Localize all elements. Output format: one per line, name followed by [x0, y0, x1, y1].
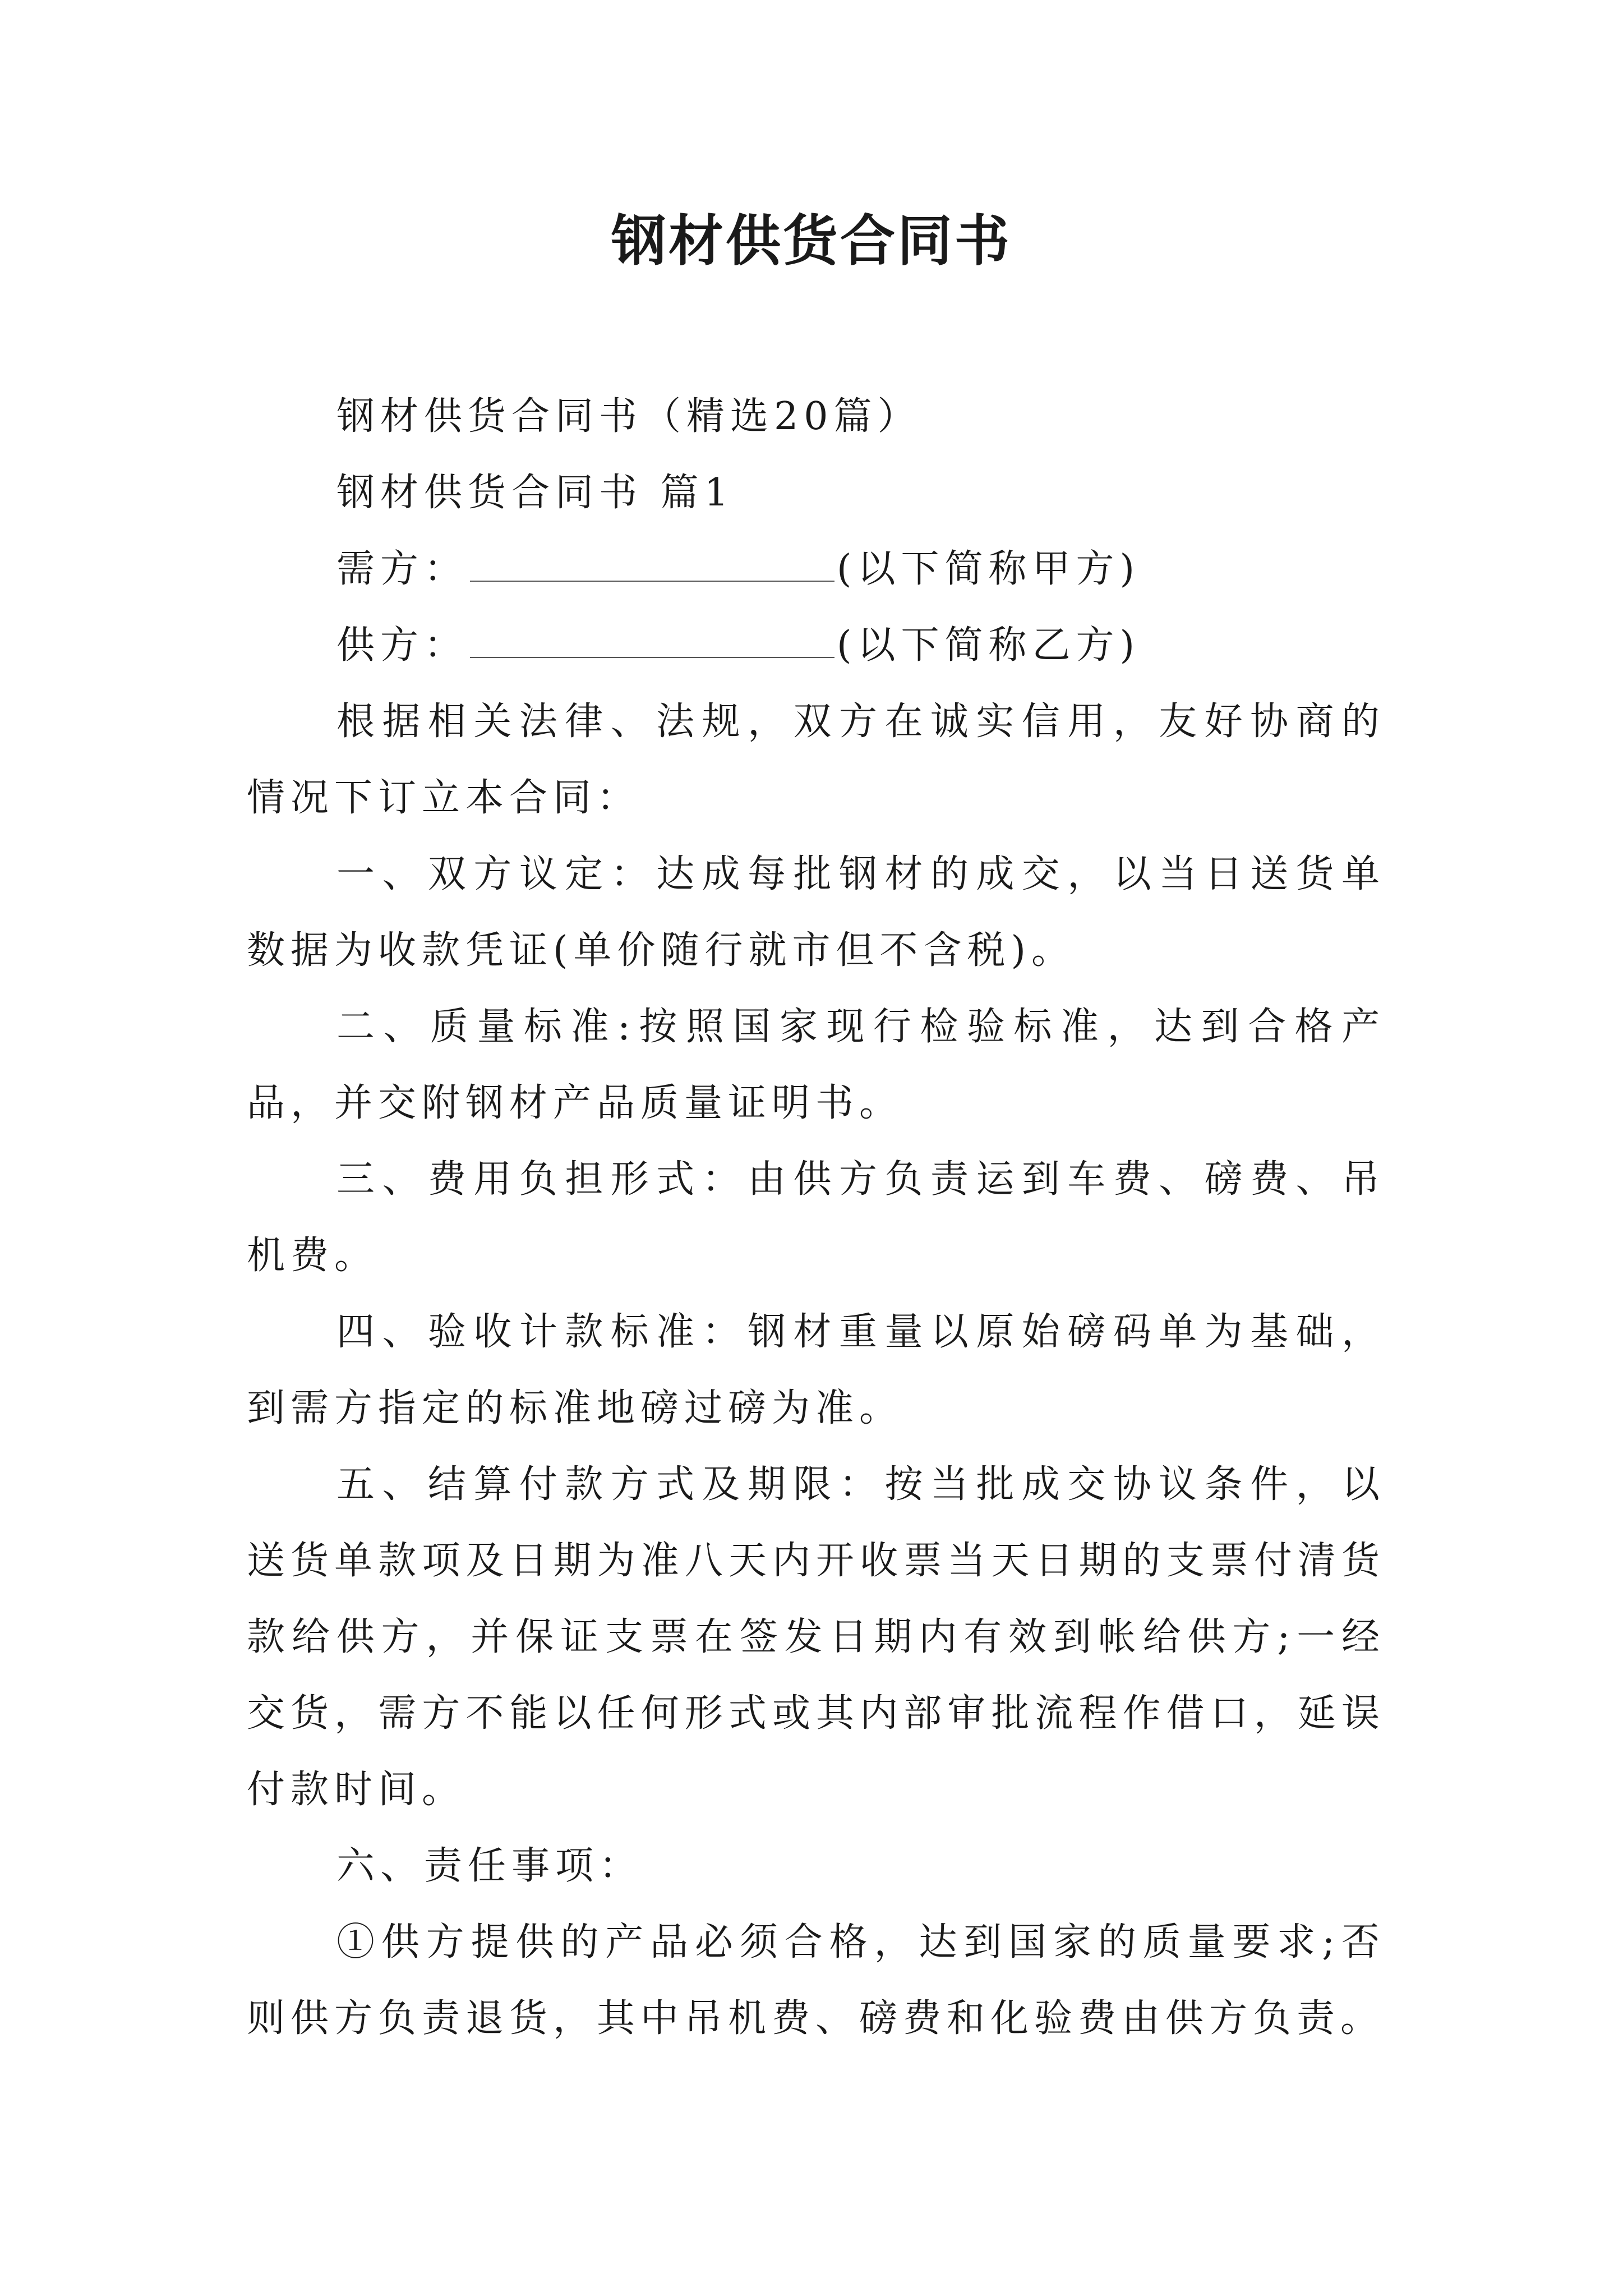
party-a-blank: [470, 575, 834, 582]
paragraph-clause-1: 一、双方议定：达成每批钢材的成交，以当日送货单数据为收款凭证(单价随行就市但不含税)。: [247, 852, 1385, 973]
party-b-note: (以下简称乙方): [837, 623, 1141, 668]
paragraph-clause-6: 六、责任事项：: [336, 1844, 643, 1888]
paragraph-clause-4: 四、验收计款标准：钢材重量以原始磅码单为基础，到需方指定的标准地磅过磅为准。: [247, 1310, 1385, 1430]
paragraph-clause-5: 五、结算付款方式及期限：按当批成交协议条件，以送货单款项及日期为准八天内开收票当天日期的支票付清货款给供方，并保证支票在签发日期内有效到帐给供方;一经交货，需方不能以任何形式或其内部审批流程作借口，延误付款时间。: [247, 1462, 1385, 1812]
section-heading: 钢材供货合同书 篇1: [336, 471, 734, 515]
party-b-blank: [470, 651, 834, 658]
party-b-label: 供方：: [336, 623, 468, 668]
document-title: 钢材供货合同书: [611, 209, 1012, 273]
paragraph-clause-2: 二、质量标准:按照国家现行检验标准，达到合格产品，并交附钢材产品质量证明书。: [247, 1005, 1385, 1125]
document-body: [247, 379, 1385, 2057]
party-a-note: (以下简称甲方): [837, 547, 1141, 591]
party-a-label: 需方：: [336, 547, 468, 591]
paragraph-clause-3: 三、费用负担形式：由供方负责运到车费、磅费、吊机费。: [247, 1157, 1385, 1278]
party-a-line: [247, 531, 1385, 608]
paragraph-clause-6-item-1: ①供方提供的产品必须合格，达到国家的质量要求;否则供方负责退货，其中吊机费、磅费和化验费由供方负责。: [247, 1920, 1385, 2041]
party-b-line: [247, 608, 1385, 684]
document-subtitle: 钢材供货合同书（精选20篇）: [336, 394, 921, 439]
paragraph-preamble: 根据相关法律、法规，双方在诚实信用，友好协商的情况下订立本合同：: [247, 700, 1385, 820]
